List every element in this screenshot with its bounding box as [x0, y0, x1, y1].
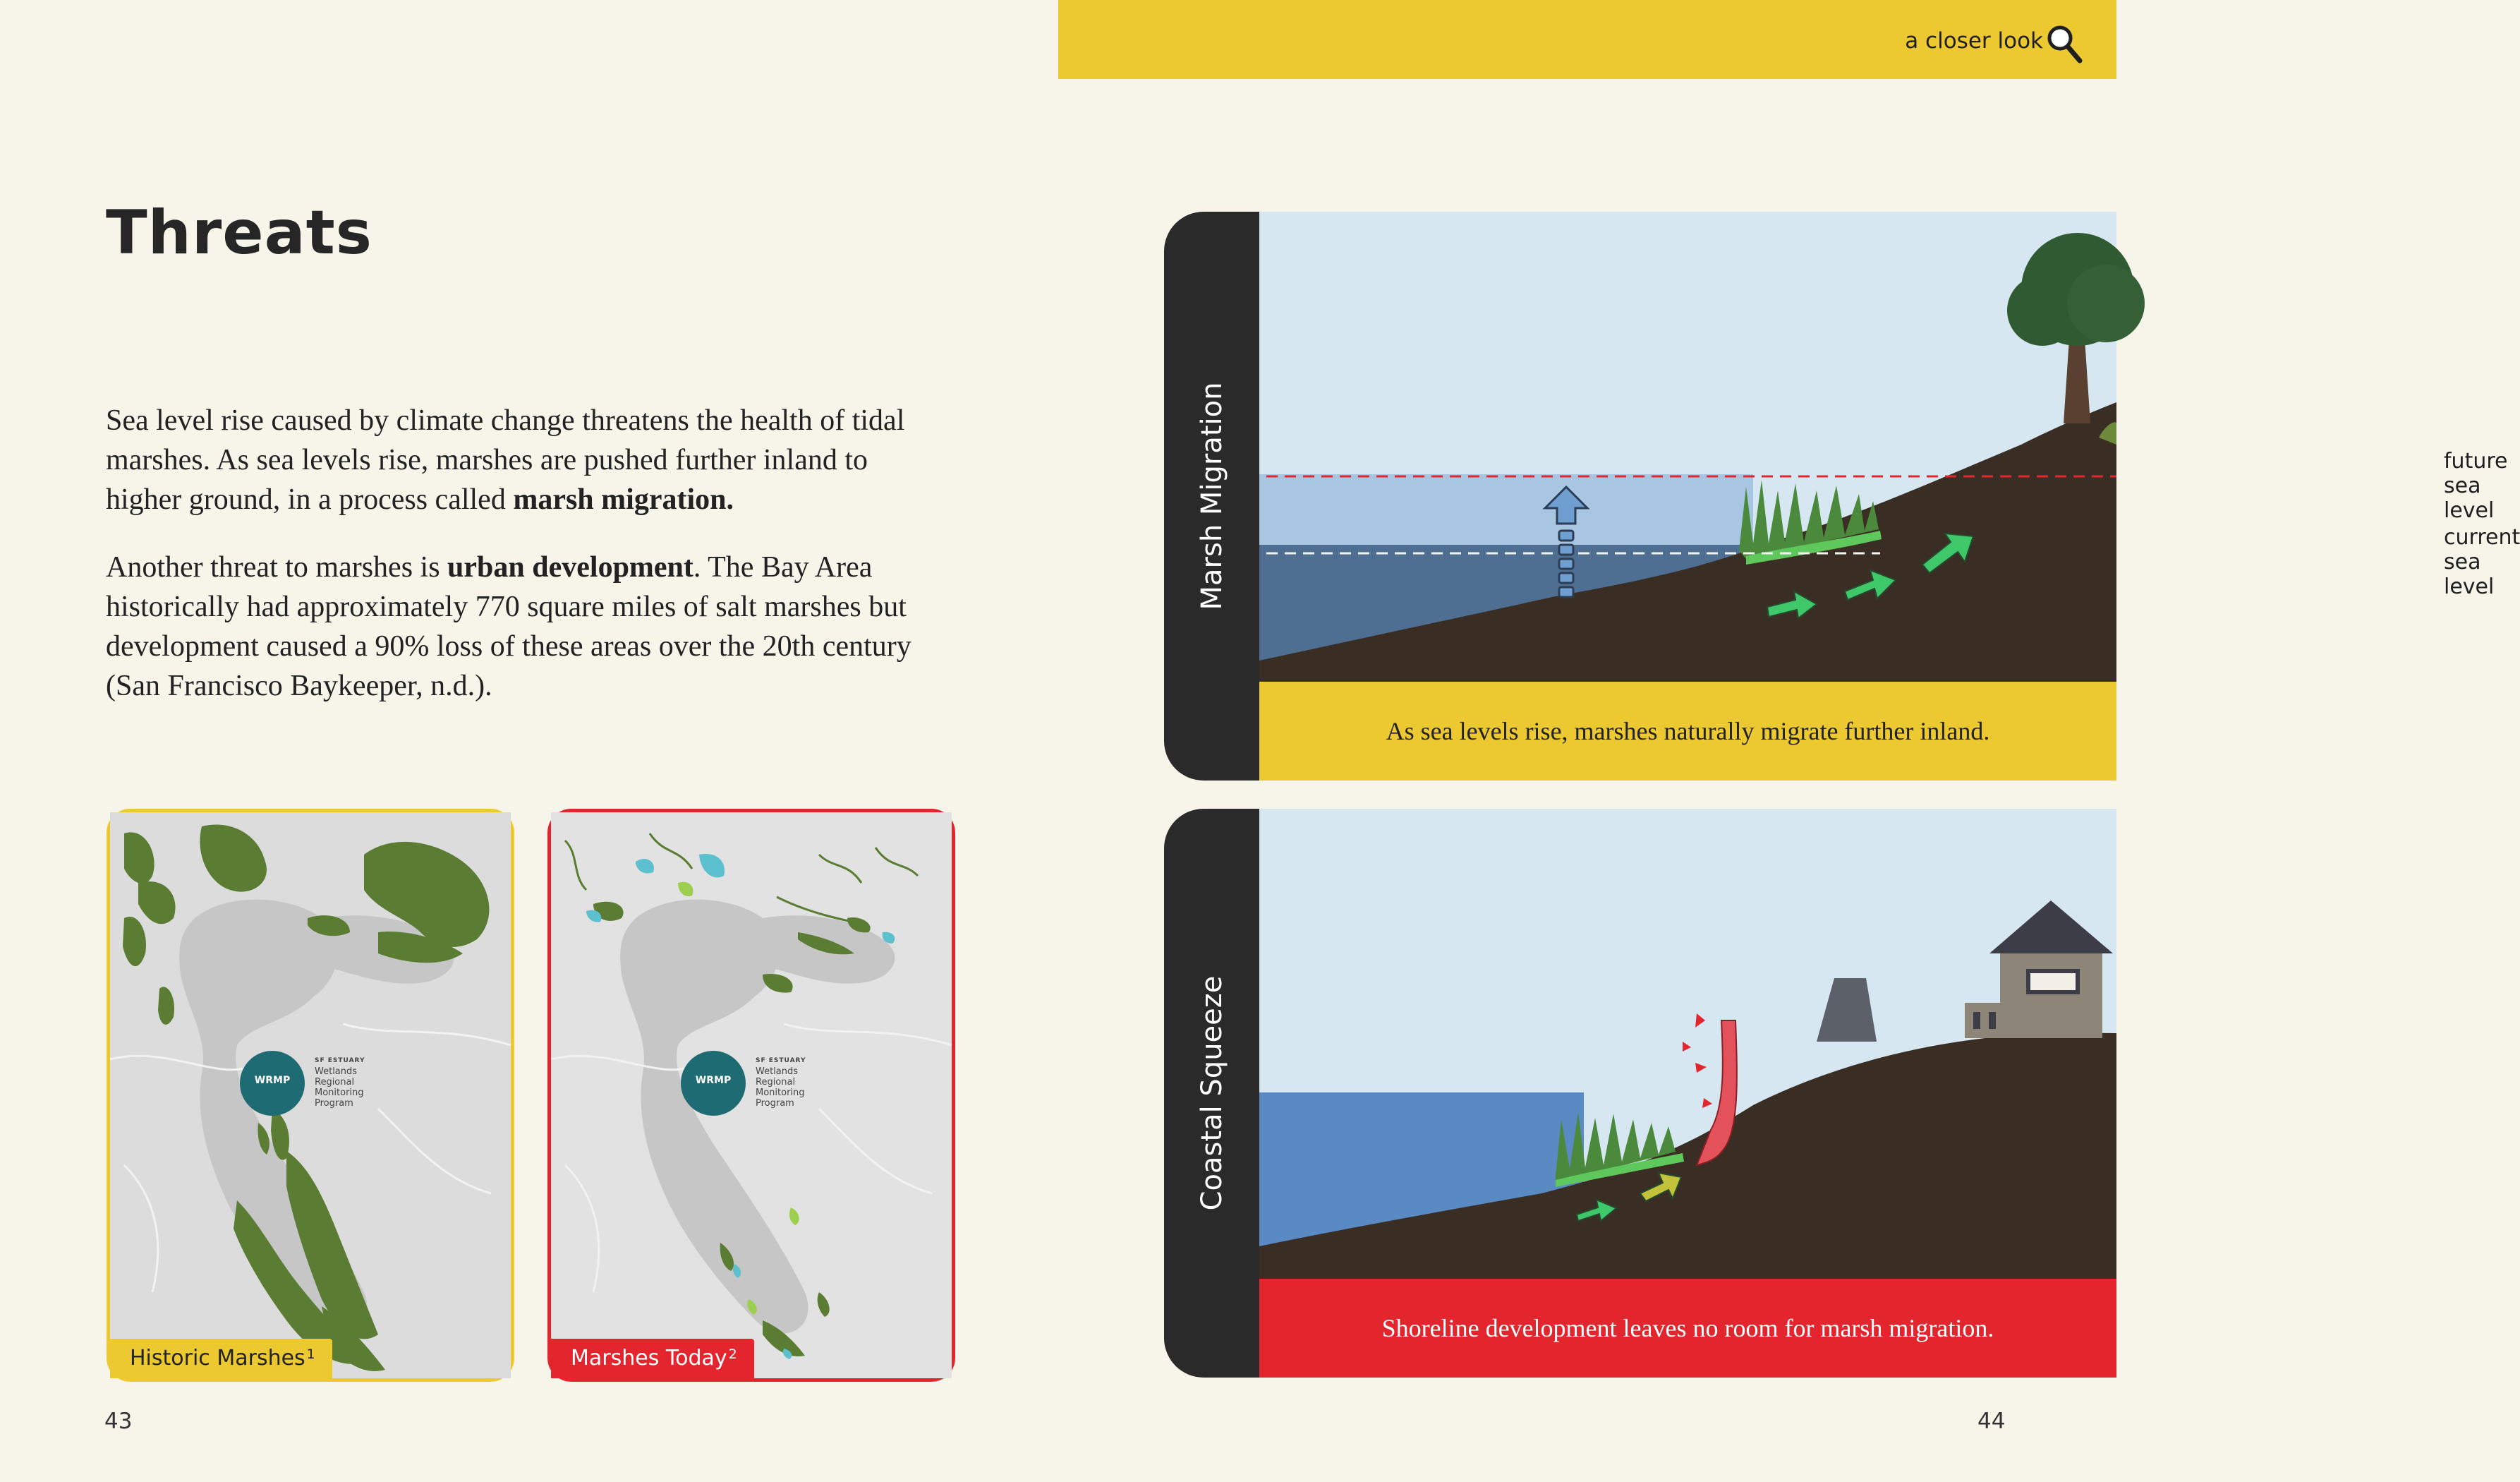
- today-map-graphic: [551, 812, 952, 1378]
- section-label: a closer look: [1905, 28, 2043, 54]
- magnifying-glass-icon: [2045, 23, 2084, 65]
- wrmp-logo: WRMP: [681, 1051, 746, 1116]
- bold-term: urban development: [447, 551, 693, 584]
- coastal-squeeze-illustration: [1259, 809, 2116, 1279]
- page-number: 43: [104, 1409, 133, 1434]
- map-label-today: Marshes Today $^2$: [551, 1339, 754, 1378]
- marsh-migration-illustration: [1259, 212, 2116, 682]
- side-label-coastal-squeeze: Coastal Squeeze: [1195, 975, 1228, 1211]
- marsh-migration-caption: As sea levels rise, marshes naturally migrate further inland.: [1259, 682, 2116, 781]
- paragraph-sea-level: Sea level rise caused by climate change threatens the health of tidal marshes. As sea levels rise, marshes are pushed further inland to higher ground, in a process called marsh migration.: [106, 404, 905, 516]
- marsh-migration-panel: [1164, 212, 2520, 781]
- side-label-marsh-migration: Marsh Migration: [1195, 382, 1228, 610]
- historic-marshes-map: [107, 809, 514, 1382]
- wrmp-logo-text: SF ESTUARY Wetlands Regional Monitoring Program: [315, 1057, 365, 1109]
- wrmp-logo-text: SF ESTUARY Wetlands Regional Monitoring Program: [756, 1057, 806, 1109]
- paragraph-urban-development: Another threat to marshes is urban development. The Bay Area historically had approximately 770 square miles of salt marshes but development caused a 90% loss of these areas over the 20th century (San Francisco Baykeeper, n.d.).: [106, 551, 911, 702]
- page-title: Threats: [106, 198, 372, 268]
- marshes-today-map: [547, 809, 955, 1382]
- map-label-historic: Historic Marshes $^1$: [110, 1339, 332, 1378]
- future-sea-level-label: future sea level: [2444, 449, 2508, 523]
- coastal-squeeze-panel: [1164, 809, 2116, 1378]
- bold-term: marsh migration.: [513, 483, 734, 516]
- wrmp-logo: WRMP: [240, 1051, 305, 1116]
- coastal-squeeze-caption: Shoreline development leaves no room for marsh migration.: [1259, 1279, 2116, 1378]
- historic-map-graphic: [110, 812, 511, 1378]
- page-number: 44: [1977, 1409, 2006, 1434]
- current-sea-level-label: current sea level: [2444, 525, 2520, 599]
